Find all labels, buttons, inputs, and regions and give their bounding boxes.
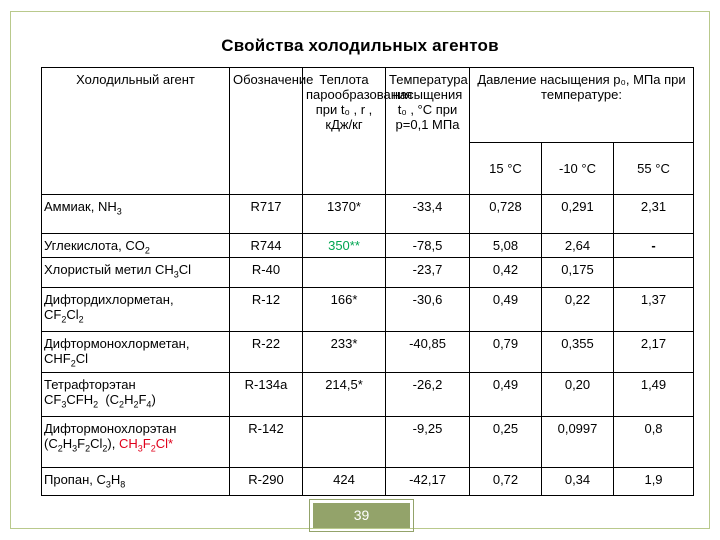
table-row xyxy=(42,332,694,373)
header-agent: Холодильный агент xyxy=(42,68,230,195)
header-pminus10: -10 °С xyxy=(542,143,614,195)
heat-cell: 1370* xyxy=(303,195,386,234)
p15-cell: 0,49 xyxy=(470,373,542,417)
temp-cell: -78,5 xyxy=(386,234,470,258)
temp-cell: -9,25 xyxy=(386,417,470,468)
frame-left-line xyxy=(10,11,11,529)
designation-cell: R-40 xyxy=(230,258,303,288)
frame-top-line xyxy=(10,11,710,12)
designation-cell: R-12 xyxy=(230,288,303,332)
p55-cell: 1,37 xyxy=(614,288,694,332)
designation-cell: R717 xyxy=(230,195,303,234)
pminus10-cell: 0,355 xyxy=(542,332,614,373)
temp-cell: -26,2 xyxy=(386,373,470,417)
designation-cell: R-290 xyxy=(230,468,303,496)
p55-cell: 1,49 xyxy=(614,373,694,417)
table-row xyxy=(42,288,694,332)
agent-name: Хлористый метил $CH_3Cl$ xyxy=(42,258,230,288)
heat-cell xyxy=(303,417,386,468)
agent-name: Углекислота, $CO_2$ xyxy=(42,234,230,258)
temp-cell: -40,85 xyxy=(386,332,470,373)
designation-cell: R744 xyxy=(230,234,303,258)
p15-cell: 0,728 xyxy=(470,195,542,234)
agent-name: Пропан, $C_3H_8$ xyxy=(42,468,230,496)
p15-cell: 0,49 xyxy=(470,288,542,332)
designation-cell: R-134a xyxy=(230,373,303,417)
refrigerant-table xyxy=(41,67,694,496)
designation-cell: R-22 xyxy=(230,332,303,373)
temp-cell: -23,7 xyxy=(386,258,470,288)
header-pressure-group: Давление насыщения p₀, МПа при температуре: xyxy=(470,68,694,143)
p15-cell: 0,25 xyxy=(470,417,542,468)
p55-cell xyxy=(614,258,694,288)
header-heat: Теплота парообразования при t₀ , r , кДж/кг xyxy=(303,68,386,195)
frame-right-line xyxy=(709,11,710,529)
designation-cell: R-142 xyxy=(230,417,303,468)
heat-cell xyxy=(303,258,386,288)
table-row xyxy=(42,258,694,288)
p15-cell: 5,08 xyxy=(470,234,542,258)
temp-cell: -33,4 xyxy=(386,195,470,234)
table-row xyxy=(42,417,694,468)
p15-cell: 0,42 xyxy=(470,258,542,288)
page-title: Свойства холодильных агентов xyxy=(221,36,499,55)
agent-name: Дифтормонохлорметан, $CHF_2Cl$ xyxy=(42,332,230,373)
pminus10-cell: 0,34 xyxy=(542,468,614,496)
table-row xyxy=(42,373,694,417)
table-row xyxy=(42,195,694,234)
temp-cell: -42,17 xyxy=(386,468,470,496)
p55-cell: - xyxy=(614,234,694,258)
header-temperature: Температура насыщения t₀ , °С при p=0,1 МПа xyxy=(386,68,470,195)
pminus10-cell: 0,20 xyxy=(542,373,614,417)
header-p55: 55 °С xyxy=(614,143,694,195)
agent-name: Аммиак, $NH_3$ xyxy=(42,195,230,234)
p55-cell: 0,8 xyxy=(614,417,694,468)
pminus10-cell: 0,22 xyxy=(542,288,614,332)
agent-name: Тетрафторэтан $CF_3CFH_2$ $(C_2H_2F_4)$ xyxy=(42,373,230,417)
agent-name: Дифтордихлорметан, $CF_2Cl_2$ xyxy=(42,288,230,332)
pminus10-cell: 0,291 xyxy=(542,195,614,234)
heat-cell: 166* xyxy=(303,288,386,332)
temp-cell: -30,6 xyxy=(386,288,470,332)
table-row xyxy=(42,234,694,258)
p55-cell: 1,9 xyxy=(614,468,694,496)
p55-cell: 2,17 xyxy=(614,332,694,373)
p15-cell: 0,79 xyxy=(470,332,542,373)
heat-cell: 214,5* xyxy=(303,373,386,417)
p55-cell: 2,31 xyxy=(614,195,694,234)
header-p15: 15 °С xyxy=(470,143,542,195)
pminus10-cell: 2,64 xyxy=(542,234,614,258)
p15-cell: 0,72 xyxy=(470,468,542,496)
pminus10-cell: 0,175 xyxy=(542,258,614,288)
heat-cell: 233* xyxy=(303,332,386,373)
agent-name: Дифтормонохлорэтан $(C_2H_3F_2Cl_2)$, $CH_3F_2Cl*$ xyxy=(42,417,230,468)
table-row xyxy=(42,468,694,496)
heat-cell: 350** xyxy=(303,234,386,258)
header-designation: Обозначение xyxy=(230,68,303,195)
pminus10-cell: 0,0997 xyxy=(542,417,614,468)
page-number: 39 xyxy=(313,503,410,528)
heat-cell: 424 xyxy=(303,468,386,496)
